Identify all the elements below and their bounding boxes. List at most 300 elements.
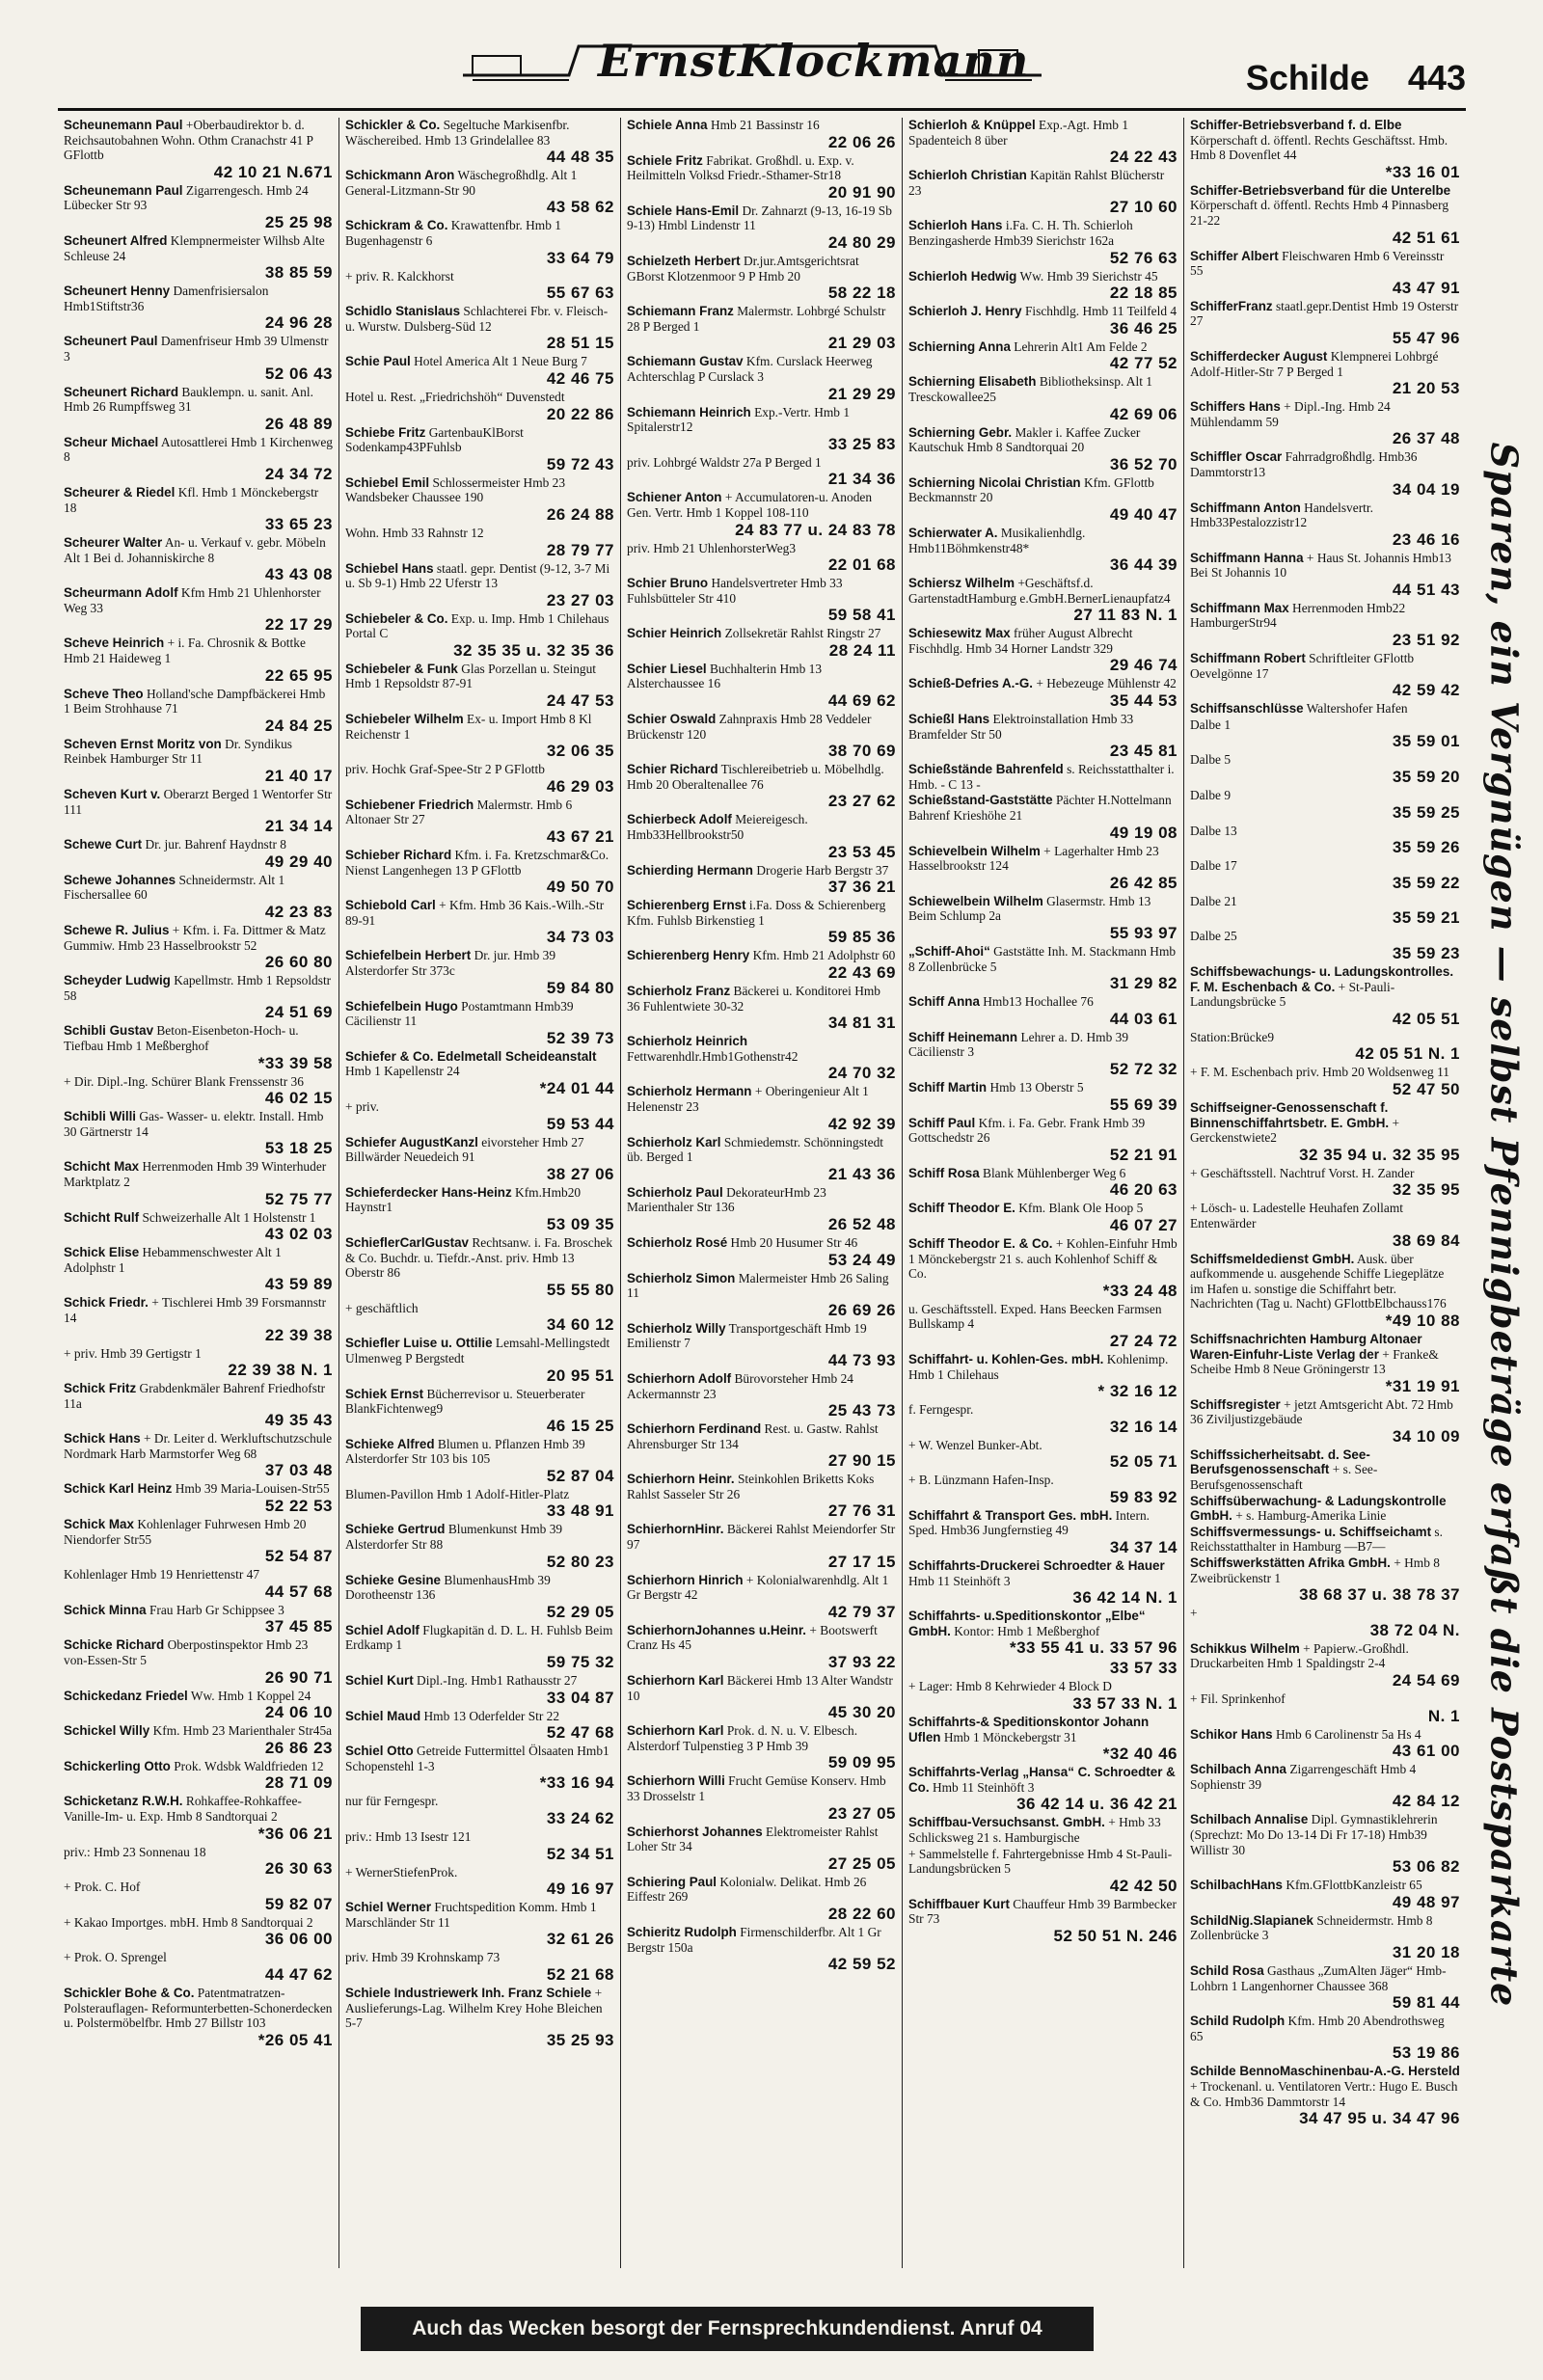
- directory-entry: [64, 1381, 333, 1430]
- entry-name: Scheunemann Paul: [64, 118, 183, 132]
- directory-entry: [345, 712, 614, 761]
- directory-entry: [64, 1845, 333, 1880]
- entry-name: Schilde BennoMaschinenbau-A.-G. Hersteld: [1190, 2064, 1460, 2079]
- directory-entry: [627, 1522, 896, 1571]
- entry-text: Buchhalterin Hmb 13 Alsterchaussee 16: [627, 661, 823, 691]
- entry-text: Blumen u. Pflanzen Hmb 39 Alsterdorfer Str 103 bis 105: [345, 1436, 585, 1467]
- entry-name: Schewe R. Julius: [64, 923, 170, 937]
- entry-phone: 25 43 73: [827, 1401, 896, 1420]
- entry-phone: *33 16 94: [539, 1773, 614, 1793]
- directory-entry: [627, 1084, 896, 1133]
- directory-entry: [1190, 929, 1460, 963]
- entry-phone: 24 70 32: [827, 1064, 896, 1083]
- entry-name: Scheyder Ludwig: [64, 973, 171, 988]
- entry-text: Handelsvertr. Hmb33Pestalozzistr12: [1190, 500, 1373, 530]
- directory-entry: [908, 269, 1178, 304]
- directory-entry: [64, 1794, 333, 1843]
- directory-entry: [64, 837, 333, 872]
- directory-entry: [64, 787, 333, 836]
- directory-entry: [345, 662, 614, 711]
- directory-entry: [64, 284, 333, 333]
- directory-entry: [345, 1301, 614, 1336]
- entry-phone: 53 09 35: [546, 1214, 614, 1233]
- entry-phone: 36 42 14 u. 36 42 21: [1016, 1795, 1178, 1814]
- directory-entry: [1190, 1913, 1460, 1962]
- entry-text: Wäschegroßhdlg. Alt 1 General-Litzmann-Str 90: [345, 168, 578, 198]
- entry-text: + Lagerhalter Hmb 23 Hasselbrookstr 124: [908, 843, 1159, 874]
- entry-text: Hotel America Alt 1 Neue Burg 7: [414, 354, 587, 369]
- entry-phone: 38 27 06: [546, 1164, 614, 1183]
- entry-text: Makler i. Kaffee Zucker Kautschuk Hmb 8 Sandtorquai 20: [908, 424, 1141, 455]
- entry-text: Exp.-Agt. Hmb 1 Spadenteich 8 über: [908, 118, 1129, 148]
- entry-name: Schiebeler & Funk: [345, 661, 458, 676]
- entry-text: Oberpostinspektor Hmb 23 von-Essen-Str 5: [64, 1637, 309, 1668]
- directory-entry: [1190, 1201, 1460, 1250]
- entry-text: Kfm. GFlottb Beckmannstr 20: [908, 474, 1154, 505]
- entry-text: Hmb 11 Steinhöft 3: [908, 1573, 1011, 1588]
- entry-name: Schiemann Franz: [627, 304, 734, 319]
- directory-entry: [627, 1185, 896, 1234]
- entry-phone: 23 27 03: [546, 590, 614, 609]
- entry-text: Transportgeschäft Hmb 19 Emilienstr 7: [627, 1320, 867, 1351]
- directory-entry: [64, 1210, 333, 1245]
- entry-phone: 36 42 14 N. 1: [1072, 1588, 1178, 1608]
- entry-name: Schierloh & Knüppel: [908, 118, 1036, 132]
- directory-entry: [908, 168, 1178, 217]
- entry-phone: 21 34 14: [264, 817, 333, 836]
- entry-text: BlumenhausHmb 39 Dorotheenstr 136: [345, 1572, 551, 1603]
- entry-name: Schiefler Luise u. Ottilie: [345, 1336, 493, 1351]
- directory-entry: [345, 218, 614, 267]
- entry-name: Schierhorn Heinr.: [627, 1472, 735, 1487]
- directory-entry: [908, 1080, 1178, 1115]
- entry-phone: *33 55 41 u. 33 57 96: [1009, 1638, 1178, 1658]
- entry-name: Schiffahrts-Verlag „Hansa“ C. Schroedter & Co.: [908, 1765, 1176, 1795]
- entry-phone: 42 23 83: [264, 903, 333, 921]
- entry-phone: *31 19 91: [1385, 1376, 1460, 1395]
- entry-text: Oberarzt Berged 1 Wentorfer Str 111: [64, 787, 333, 817]
- entry-name: Schierholz Franz: [627, 984, 731, 998]
- directory-entry: [908, 1897, 1178, 1946]
- entry-name: Schieritz Rudolph: [627, 1924, 737, 1939]
- entry-phone: 32 35 95: [1392, 1180, 1460, 1200]
- entry-text: Schweizerhalle Alt 1 Holstenstr 1: [142, 1209, 316, 1225]
- directory-entry: [1190, 299, 1460, 348]
- entry-name: Schiel Otto: [345, 1744, 414, 1759]
- entry-phone: 52 47 68: [546, 1723, 614, 1743]
- entry-phone: 28 24 11: [828, 640, 896, 660]
- entry-name: Schierholz Heinrich: [627, 1034, 748, 1049]
- entry-name: Schick Karl Heinz: [64, 1481, 173, 1497]
- entry-text: Getreide Futtermittel Ölsaaten Hmb1 Schopenstehl 1-3: [345, 1744, 609, 1773]
- entry-phone: 24 96 28: [264, 313, 333, 333]
- entry-name: Schilbach Anna: [1190, 1762, 1286, 1777]
- entry-name: Schickel Willy: [64, 1723, 150, 1739]
- entry-text: priv. Hmb 39 Krohnskamp 73: [345, 1950, 501, 1965]
- entry-text: + Dir. Dipl.-Ing. Schürer Blank Frenssenstr 36: [64, 1073, 304, 1089]
- entry-name: Schiemann Heinrich: [627, 404, 751, 419]
- directory-entry: [64, 1023, 333, 1072]
- entry-phone: 49 35 43: [264, 1411, 333, 1430]
- directory-entry: [1190, 551, 1460, 600]
- entry-text: + Papierw.-Großhdl. Druckarbeiten Hmb 1 Spaldingstr 2-4: [1190, 1640, 1409, 1671]
- entry-phone: 27 10 60: [1109, 198, 1178, 217]
- entry-phone: 59 82 07: [264, 1894, 333, 1913]
- entry-text: Kfm. i. Fa. Gebr. Frank Hmb 39 Gottschedstr 26: [908, 1115, 1146, 1146]
- entry-name: Schiel Adolf: [345, 1622, 420, 1637]
- entry-name: Schickler Bohe & Co.: [64, 1985, 195, 2000]
- entry-phone: 24 47 53: [546, 691, 614, 711]
- entry-text: Dr.jur.Amtsgerichtsrat GBorst Klotzenmoor 9 P Hmb 20: [627, 253, 859, 284]
- entry-text: Lehrerin Alt1 Am Felde 2: [1014, 338, 1148, 354]
- entry-name: SchifferFranz: [1190, 298, 1273, 313]
- entry-text: + Bootswerft Cranz Hs 45: [627, 1622, 878, 1653]
- entry-phone: 22 18 85: [1109, 284, 1178, 303]
- directory-entry: [64, 1346, 333, 1381]
- directory-entry: [345, 269, 614, 304]
- entry-phone: 53 06 82: [1392, 1857, 1460, 1877]
- entry-name: Schierwater A.: [908, 525, 998, 540]
- entry-phone: 33 25 83: [827, 434, 896, 453]
- entry-phone: 23 45 81: [1109, 742, 1178, 761]
- entry-phone: 22 39 38 N. 1: [228, 1361, 333, 1380]
- entry-phone: 59 84 80: [546, 978, 614, 997]
- entry-name: Schiff Heinemann: [908, 1029, 1018, 1044]
- entry-phone: *36 06 21: [257, 1824, 333, 1843]
- entry-name: Schiffseigner-Genossenschaft f. Binnenschiffahrtsbetr. E. GmbH.: [1190, 1099, 1390, 1130]
- directory-entry: [64, 1880, 333, 1914]
- entry-phone: 42 77 52: [1109, 354, 1178, 373]
- entry-phone: 42 69 06: [1109, 404, 1178, 423]
- entry-phone: 42 42 50: [1109, 1876, 1178, 1895]
- directory-entry: [1190, 1878, 1460, 1912]
- entry-name: Schierhorn Willi: [627, 1773, 725, 1789]
- directory-entry: [345, 526, 614, 560]
- entry-phone: 42 79 37: [827, 1602, 896, 1621]
- directory-entry: [1190, 1397, 1460, 1447]
- directory-entry: [627, 1034, 896, 1083]
- entry-text: Elektroinstallation Hmb 33 Bramfelder Str 50: [908, 712, 1134, 742]
- directory-entry: [1190, 1963, 1460, 2013]
- entry-phone: 46 29 03: [546, 776, 614, 796]
- entry-phone: 34 04 19: [1392, 479, 1460, 499]
- entry-phone: 37 45 85: [264, 1617, 333, 1636]
- entry-text: Zollsekretär Rahlst Ringstr 27: [724, 626, 881, 641]
- entry-phone: 36 44 39: [1109, 555, 1178, 575]
- entry-text: nur für Ferngespr.: [345, 1794, 439, 1809]
- directory-entry: [908, 676, 1178, 711]
- entry-phone: 27 90 15: [827, 1451, 896, 1471]
- entry-text: Hmb 11 Steinhöft 3: [932, 1779, 1035, 1795]
- directory-entry: [345, 1235, 614, 1300]
- entry-phone: *33 39 58: [257, 1053, 333, 1072]
- directory-entry: [1190, 1606, 1460, 1640]
- entry-name: Schieke Gesine: [345, 1572, 441, 1587]
- directory-entry: [345, 798, 614, 847]
- directory-entry: [908, 1352, 1178, 1401]
- entry-name: Schier Heinrich: [627, 626, 722, 641]
- entry-text: + Kolonialwarenhdlg. Alt 1 Gr Bergstr 42: [627, 1572, 889, 1603]
- directory-entry: [345, 1487, 614, 1522]
- entry-text: Kfm. Curslack Heerweg Achterschlag P Curslack 3: [627, 354, 873, 384]
- entry-phone: 28 22 60: [827, 1904, 896, 1923]
- entry-text: + Accumulatoren-u. Anoden Gen. Vertr. Hmb 1 Koppel 108-110: [627, 490, 873, 520]
- entry-phone: 27 76 31: [827, 1501, 896, 1521]
- directory-entry: [1190, 1641, 1460, 1690]
- entry-text: +Geschäftsf.d. GartenstadtHamburg e.GmbH.BernerLienaupfatz4: [908, 576, 1171, 606]
- entry-text: Bibliotheksinsp. Alt 1 Tresckowallee25: [908, 374, 1152, 404]
- entry-phone: 26 52 48: [827, 1214, 896, 1233]
- entry-phone: 43 61 00: [1392, 1742, 1460, 1761]
- directory-entry: [908, 894, 1178, 943]
- entry-phone: 46 15 25: [546, 1416, 614, 1435]
- directory-entry: [345, 1709, 614, 1744]
- entry-text: Rest. u. Gastw. Rahlst Ahrensburger Str 134: [627, 1421, 879, 1451]
- directory-entry: [1190, 1065, 1460, 1099]
- entry-text: + Sammelstelle f. Fahrtergebnisse Hmb 4 St-Pauli-Landungsbrücken 5: [908, 1846, 1173, 1877]
- entry-text: Schlossermeister Hmb 23 Wandsbeker Chaussee 190: [345, 474, 566, 505]
- entry-phone: 59 53 44: [546, 1114, 614, 1133]
- entry-text: Klempnerei Lohbrgé Adolf-Hitler-Str 7 P Berged 1: [1190, 348, 1439, 379]
- entry-text: Bäckerei u. Konditorei Hmb 36 Fuhlentwiete 30-32: [627, 984, 880, 1014]
- entry-text: Schriftleiter GFlottb Oevelgönne 17: [1190, 651, 1415, 681]
- directory-entry: [908, 1402, 1178, 1437]
- entry-phone: 46 20 63: [1109, 1180, 1178, 1200]
- entry-name: Schiffers Hans: [1190, 399, 1281, 415]
- entry-name: Schierhorn Hinrich: [627, 1572, 744, 1587]
- directory-entry: [627, 1875, 896, 1924]
- entry-text: Exp.-Vertr. Hmb 1 Spitalerstr12: [627, 404, 851, 435]
- entry-name: Schierning Elisabeth: [908, 374, 1037, 390]
- entry-name: Schierhorst Johannes: [627, 1824, 763, 1839]
- entry-text: Krawattenfbr. Hmb 1 Bugenhagenstr 6: [345, 218, 561, 248]
- entry-text: + priv. R. Kalckhorst: [345, 268, 454, 284]
- entry-text: i.Fa. C. H. Th. Schierloh Benzingasherde Hmb39 Sierichstr 162a: [908, 218, 1133, 248]
- entry-text: Ww. Hmb 39 Sierichstr 45: [1019, 268, 1158, 284]
- entry-text: Dalbe 17: [1190, 858, 1237, 874]
- directory-entry: [345, 304, 614, 353]
- directory-entry: [345, 1986, 614, 2050]
- entry-phone: 24 22 43: [1109, 148, 1178, 167]
- directory-entry: [627, 1925, 896, 1974]
- entry-phone: 46 02 15: [264, 1089, 333, 1108]
- entry-phone: 22 39 38: [264, 1325, 333, 1344]
- entry-text: Hmb 13 Oderfelder Str 22: [423, 1708, 560, 1723]
- entry-text: staatl.gepr.Dentist Hmb 19 Osterstr 27: [1190, 298, 1459, 329]
- directory-entry: [908, 626, 1178, 675]
- entry-text: Lemsahl-Mellingstedt Ulmenweg P Bergstedt: [345, 1336, 610, 1366]
- entry-text: Kfm. Hmb 21 Adolphstr 60: [752, 948, 896, 963]
- directory-entry: [627, 405, 896, 454]
- directory-entry: [1190, 349, 1460, 398]
- entry-text: Prok. Wdsbk Waldfrieden 12: [174, 1758, 324, 1773]
- entry-text: Kontor: Hmb 1 Meßberghof: [954, 1623, 1100, 1638]
- entry-text: priv. Hochk Graf-Spee-Str 2 P GFlottb: [345, 762, 545, 777]
- entry-phone: 52 29 05: [546, 1602, 614, 1621]
- directory-entry: [908, 304, 1178, 338]
- entry-phone: 49 16 97: [546, 1880, 614, 1899]
- entry-name: Schierloh Christian: [908, 168, 1027, 183]
- entry-phone: 34 73 03: [546, 928, 614, 947]
- entry-text: Kfm. Hmb 23 Marienthaler Str45a: [152, 1723, 333, 1739]
- directory-entry: [345, 118, 614, 167]
- entry-name: Schiel Werner: [345, 1900, 432, 1915]
- entry-phone: 26 86 23: [264, 1738, 333, 1757]
- entry-name: Schiff Paul: [908, 1115, 976, 1130]
- entry-phone: 38 70 69: [827, 742, 896, 761]
- entry-name: Schiffmann Max: [1190, 600, 1289, 615]
- entry-text: + i. Fa. Chrosnik & Bottke Hmb 21 Haideweg 1: [64, 636, 306, 666]
- entry-phone: 53 19 86: [1392, 2043, 1460, 2063]
- entry-phone: 43 67 21: [546, 827, 614, 847]
- entry-name: Schierhorn Ferdinand: [627, 1421, 762, 1437]
- entry-name: Schießstand-Gaststätte: [908, 793, 1053, 808]
- entry-text: Dalbe 9: [1190, 788, 1232, 803]
- entry-phone: 29 46 74: [1109, 656, 1178, 675]
- directory-entry: [908, 1116, 1178, 1165]
- entry-text: Drogerie Harb Bergstr 37: [756, 862, 889, 878]
- entry-phone: 21 34 36: [827, 470, 896, 489]
- directory-entry: [908, 576, 1178, 625]
- entry-text: + WernerStiefenProk.: [345, 1864, 458, 1880]
- entry-text: + Kohlen-Einfuhr Hmb 1 Mönckebergstr 21 s. auch Kohlenhof Schiff & Co.: [908, 1235, 1178, 1282]
- entry-phone: 38 69 84: [1392, 1231, 1460, 1250]
- directory-entry: [908, 526, 1178, 575]
- entry-text: Fettwarenhdlr.Hmb1Gothenstr42: [627, 1048, 799, 1064]
- entry-text: + Auslieferungs-Lag. Wilhelm Krey Hohe Bleichen 5-7: [345, 1985, 603, 2031]
- entry-text: Holland'sche Dampfbäckerei Hmb 1 Beim Strohhause 71: [64, 686, 326, 717]
- entry-phone: 42 46 75: [546, 368, 614, 388]
- entry-text: + priv. Hmb 39 Gertigstr 1: [64, 1345, 202, 1361]
- entry-text: Fischhdlg. Hmb 11 Teilfeld 4: [1024, 304, 1178, 319]
- directory-entry: [1190, 1762, 1460, 1811]
- entry-text: Dalbe 21: [1190, 893, 1237, 908]
- entry-text: Prok. d. N. u. V. Elbesch. Alsterdorf Tulpenstieg 3 P Hmb 39: [627, 1723, 858, 1753]
- entry-name: Schickmann Aron: [345, 168, 455, 183]
- directory-entry: [908, 944, 1178, 993]
- entry-phone: 27 25 05: [827, 1853, 896, 1873]
- entry-text: Kohlenlager Fuhrwesen Hmb 20 Niendorfer Str55: [64, 1517, 307, 1547]
- entry-name: Schierning Nicolai Christian: [908, 474, 1081, 490]
- directory-entry: [627, 984, 896, 1033]
- entry-name: Schierholz Hermann: [627, 1084, 752, 1099]
- entry-text: Grabdenkmäler Bahrenf Friedhofstr 11a: [64, 1381, 326, 1411]
- entry-text: Hmb 13 Oberstr 5: [989, 1079, 1084, 1095]
- entry-phone: 24 83 77 u. 24 83 78: [735, 520, 896, 539]
- directory-entry: [1190, 701, 1460, 717]
- entry-name: Schiffswerkstätten Afrika GmbH.: [1190, 1555, 1391, 1571]
- entry-text: Dr. jur. Hmb 39 Alsterdorfer Str 373c: [345, 948, 556, 978]
- entry-text: Malermstr. Lohbrgé Schulstr 28 P Berged 1: [627, 304, 886, 334]
- entry-name: Schieferdecker Hans-Heinz: [345, 1184, 512, 1200]
- entry-name: Schiffbau-Versuchsanst. GmbH.: [908, 1815, 1105, 1830]
- entry-phone: 35 59 20: [1392, 768, 1460, 787]
- directory-entry: [627, 1673, 896, 1722]
- entry-name: Schiele Industriewerk Inh. Franz Schiele: [345, 1985, 592, 2000]
- directory-entry: [345, 1049, 614, 1098]
- directory-entry: [908, 712, 1178, 761]
- entry-name: Schibli Gustav: [64, 1023, 154, 1039]
- entry-phone: 55 55 80: [546, 1280, 614, 1299]
- entry-name: Schielzeth Herbert: [627, 253, 741, 268]
- directory-entry: [345, 1829, 614, 1864]
- entry-text: +: [1190, 1606, 1198, 1621]
- entry-name: „Schiff-Ahoi“: [908, 944, 990, 959]
- entry-name: Schilbach Annalise: [1190, 1812, 1309, 1827]
- entry-name: Schild Rudolph: [1190, 2014, 1286, 2029]
- directory-entry: [64, 585, 333, 635]
- directory-entry: [627, 1321, 896, 1370]
- entry-text: Glasermstr. Hmb 13 Beim Schlump 2a: [908, 893, 1151, 924]
- entry-name: Schiff Theodor E. & Co.: [908, 1235, 1053, 1251]
- column-4: [903, 118, 1184, 2268]
- directory-entry: [627, 1773, 896, 1823]
- entry-phone: 32 06 35: [546, 742, 614, 761]
- entry-name: Schicketanz R.W.H.: [64, 1794, 183, 1809]
- entry-phone: 59 09 95: [827, 1753, 896, 1772]
- entry-name: Schiffahrts-& Speditionskontor Johann Uflen: [908, 1715, 1150, 1744]
- entry-text: + Hebezeuge Mühlenstr 42: [1036, 676, 1177, 691]
- entry-text: + Trockenanl. u. Ventilatoren Vertr.: Hugo E. Busch & Co. Hmb36 Dammtorstr 14: [1190, 2078, 1458, 2109]
- directory-entry: [1190, 894, 1460, 929]
- directory-entry: [1190, 2064, 1460, 2128]
- entry-phone: 52 22 53: [264, 1497, 333, 1516]
- entry-phone: 21 29 29: [827, 384, 896, 403]
- directory-entry: [1190, 1494, 1460, 1524]
- entry-text: Frucht Gemüse Konserv. Hmb 33 Drosselstr 1: [627, 1773, 886, 1803]
- directory-entry: [627, 762, 896, 811]
- entry-phone: 43 43 08: [264, 565, 333, 584]
- entry-name: Scheur Michael: [64, 434, 159, 449]
- entry-phone: 52 05 71: [1109, 1452, 1178, 1472]
- directory-entry: [1190, 183, 1460, 248]
- entry-text: GartenbauKlBorst Sodenkamp43PFuhlsb: [345, 424, 524, 455]
- directory-entry: [345, 1437, 614, 1486]
- entry-phone: 24 51 69: [264, 1003, 333, 1022]
- directory-entry: [627, 1723, 896, 1772]
- footer-banner: Auch das Wecken besorgt der Fernsprechkundendienst. Anruf 04: [361, 2307, 1094, 2351]
- directory-entry: [908, 218, 1178, 267]
- entry-phone: 27 17 15: [827, 1552, 896, 1571]
- directory-entry: [1190, 1812, 1460, 1877]
- entry-text: + priv.: [345, 1098, 379, 1114]
- entry-phone: 38 68 37 u. 38 78 37: [1299, 1585, 1460, 1605]
- entry-text: Hmb 1 Kapellenstr 24: [345, 1064, 460, 1079]
- directory-entry: [908, 118, 1178, 167]
- entry-text: An- u. Verkauf v. gebr. Möbeln Alt 1 Bei d. Johanniskirche 8: [64, 535, 326, 565]
- entry-phone: 55 69 39: [1109, 1095, 1178, 1114]
- entry-name: Schiebeler Wilhelm: [345, 712, 464, 727]
- entry-phone: 24 84 25: [264, 716, 333, 735]
- entry-text: Gaststätte Inh. M. Stackmann Hmb 8 Zollenbrücke 5: [908, 944, 1177, 974]
- entry-phone: 42 51 61: [1392, 228, 1460, 247]
- directory-entry: [627, 541, 896, 576]
- entry-name: Schierholz Willy: [627, 1320, 726, 1336]
- directory-entry: [1190, 1691, 1460, 1726]
- entry-phone: 52 39 73: [546, 1028, 614, 1047]
- entry-name: SchierhornJohannes u.Heinr.: [627, 1622, 807, 1637]
- entry-name: Schierhorn Adolf: [627, 1370, 732, 1386]
- directory-entry: [345, 168, 614, 217]
- entry-phone: 42 05 51 N. 1: [1355, 1044, 1460, 1064]
- entry-phone: 52 47 50: [1392, 1079, 1460, 1098]
- entry-phone: 28 51 15: [546, 334, 614, 353]
- directory-entry: [345, 1900, 614, 1949]
- entry-text: Elektromeister Rahlst Loher Str 34: [627, 1824, 879, 1854]
- entry-name: Schiffer-Betriebsverband für die Unterelbe: [1190, 182, 1451, 198]
- directory-entry: [345, 898, 614, 947]
- entry-phone: 44 48 35: [546, 148, 614, 167]
